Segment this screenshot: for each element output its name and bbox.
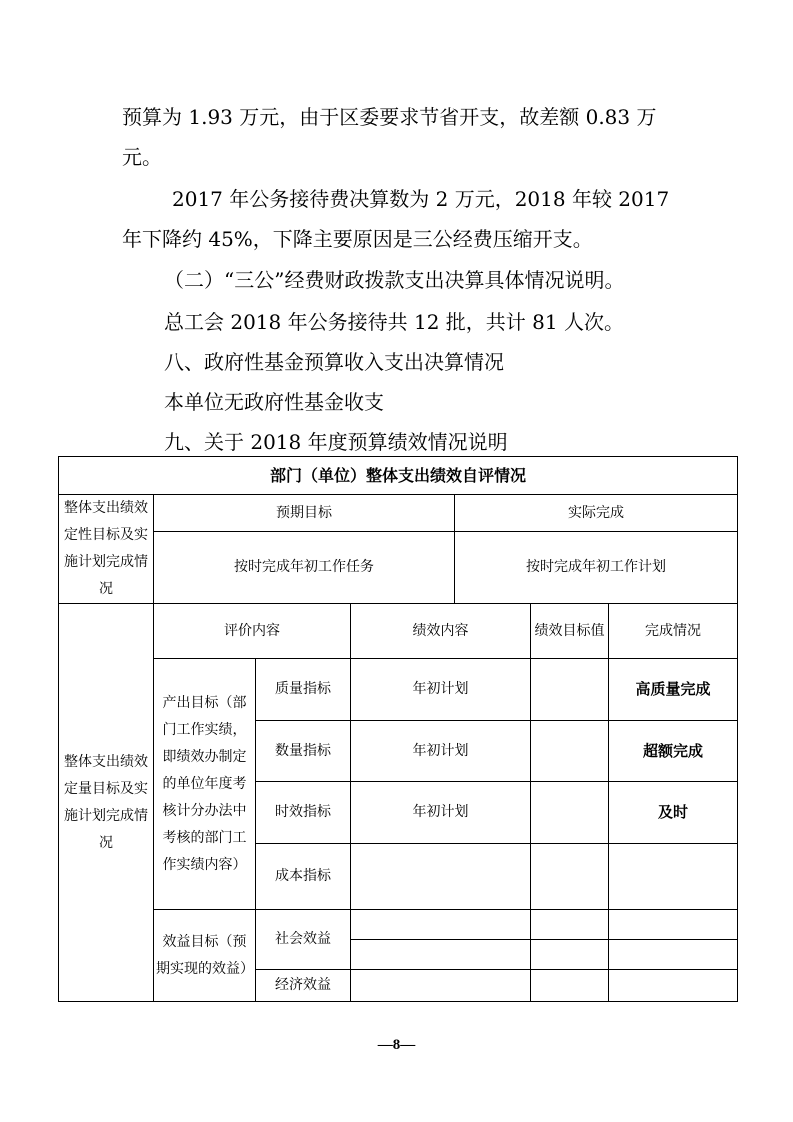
target-value-cell <box>531 844 609 910</box>
target-value-cell <box>531 782 609 844</box>
empty-cell <box>531 940 609 970</box>
subsection-heading: （二）“三公”经费财政拨款支出决算具体情况说明。 <box>164 268 625 292</box>
indicator-cell: 质量指标 <box>256 659 351 721</box>
performance-content-cell <box>351 844 531 910</box>
empty-cell <box>351 970 531 1002</box>
quantitative-label: 整体支出绩效定量目标及实施计划完成情况 <box>59 604 154 1002</box>
completion-cell: 高质量完成 <box>609 659 738 721</box>
paragraph-line-1: 预算为 1.93 万元，由于区委要求节省开支，故差额 0.83 万 <box>122 105 657 129</box>
indicator-cell: 时效指标 <box>256 782 351 844</box>
performance-target-header: 绩效目标值 <box>531 604 609 659</box>
completion-cell: 及时 <box>609 782 738 844</box>
planned-goal-value: 按时完成年初工作任务 <box>154 532 455 604</box>
performance-content-cell: 年初计划 <box>351 721 531 782</box>
paragraph-line-4: 年下降约 45%，下降主要原因是三公经费压缩开支。 <box>122 227 593 251</box>
paragraph-line-2: 元。 <box>122 145 162 169</box>
indicator-cell: 社会效益 <box>256 910 351 970</box>
completion-cell <box>609 844 738 910</box>
performance-content-header: 绩效内容 <box>351 604 531 659</box>
completion-header: 完成情况 <box>609 604 738 659</box>
section-heading-8: 八、政府性基金预算收入支出决算情况 <box>164 350 504 374</box>
completion-cell: 超额完成 <box>609 721 738 782</box>
performance-content-cell: 年初计划 <box>351 659 531 721</box>
evaluation-content-header: 评价内容 <box>154 604 351 659</box>
indicator-cell: 数量指标 <box>256 721 351 782</box>
empty-cell <box>351 940 531 970</box>
indicator-cell: 经济效益 <box>256 970 351 1002</box>
empty-cell <box>531 910 609 940</box>
paragraph-line-3: 2017 年公务接待费决算数为 2 万元，2018 年较 2017 <box>172 187 670 211</box>
paragraph-line-8: 本单位无政府性基金收支 <box>164 390 384 414</box>
empty-cell <box>609 970 738 1002</box>
target-value-cell <box>531 659 609 721</box>
planned-goal-header: 预期目标 <box>154 495 455 532</box>
section-heading-9: 九、关于 2018 年度预算绩效情况说明 <box>164 430 508 454</box>
empty-cell <box>351 910 531 940</box>
empty-cell <box>531 970 609 1002</box>
indicator-cell: 成本指标 <box>256 844 351 910</box>
qualitative-label: 整体支出绩效定性目标及实施计划完成情况 <box>59 495 154 604</box>
page-number: —8— <box>377 1037 416 1053</box>
empty-cell <box>609 910 738 940</box>
actual-completion-header: 实际完成 <box>455 495 738 532</box>
output-target-group: 产出目标（部门工作实绩，即绩效办制定的单位年度考核计分办法中考核的部门工作实绩内容） <box>154 659 256 910</box>
performance-table <box>58 456 738 1002</box>
empty-cell <box>609 940 738 970</box>
target-value-cell <box>531 721 609 782</box>
actual-completion-value: 按时完成年初工作计划 <box>455 532 738 604</box>
performance-content-cell: 年初计划 <box>351 782 531 844</box>
paragraph-line-6: 总工会 2018 年公务接待共 12 批，共计 81 人次。 <box>164 310 624 334</box>
benefit-target-group: 效益目标（预期实现的效益） <box>154 910 256 1002</box>
table-title: 部门（单位）整体支出绩效自评情况 <box>59 457 738 495</box>
